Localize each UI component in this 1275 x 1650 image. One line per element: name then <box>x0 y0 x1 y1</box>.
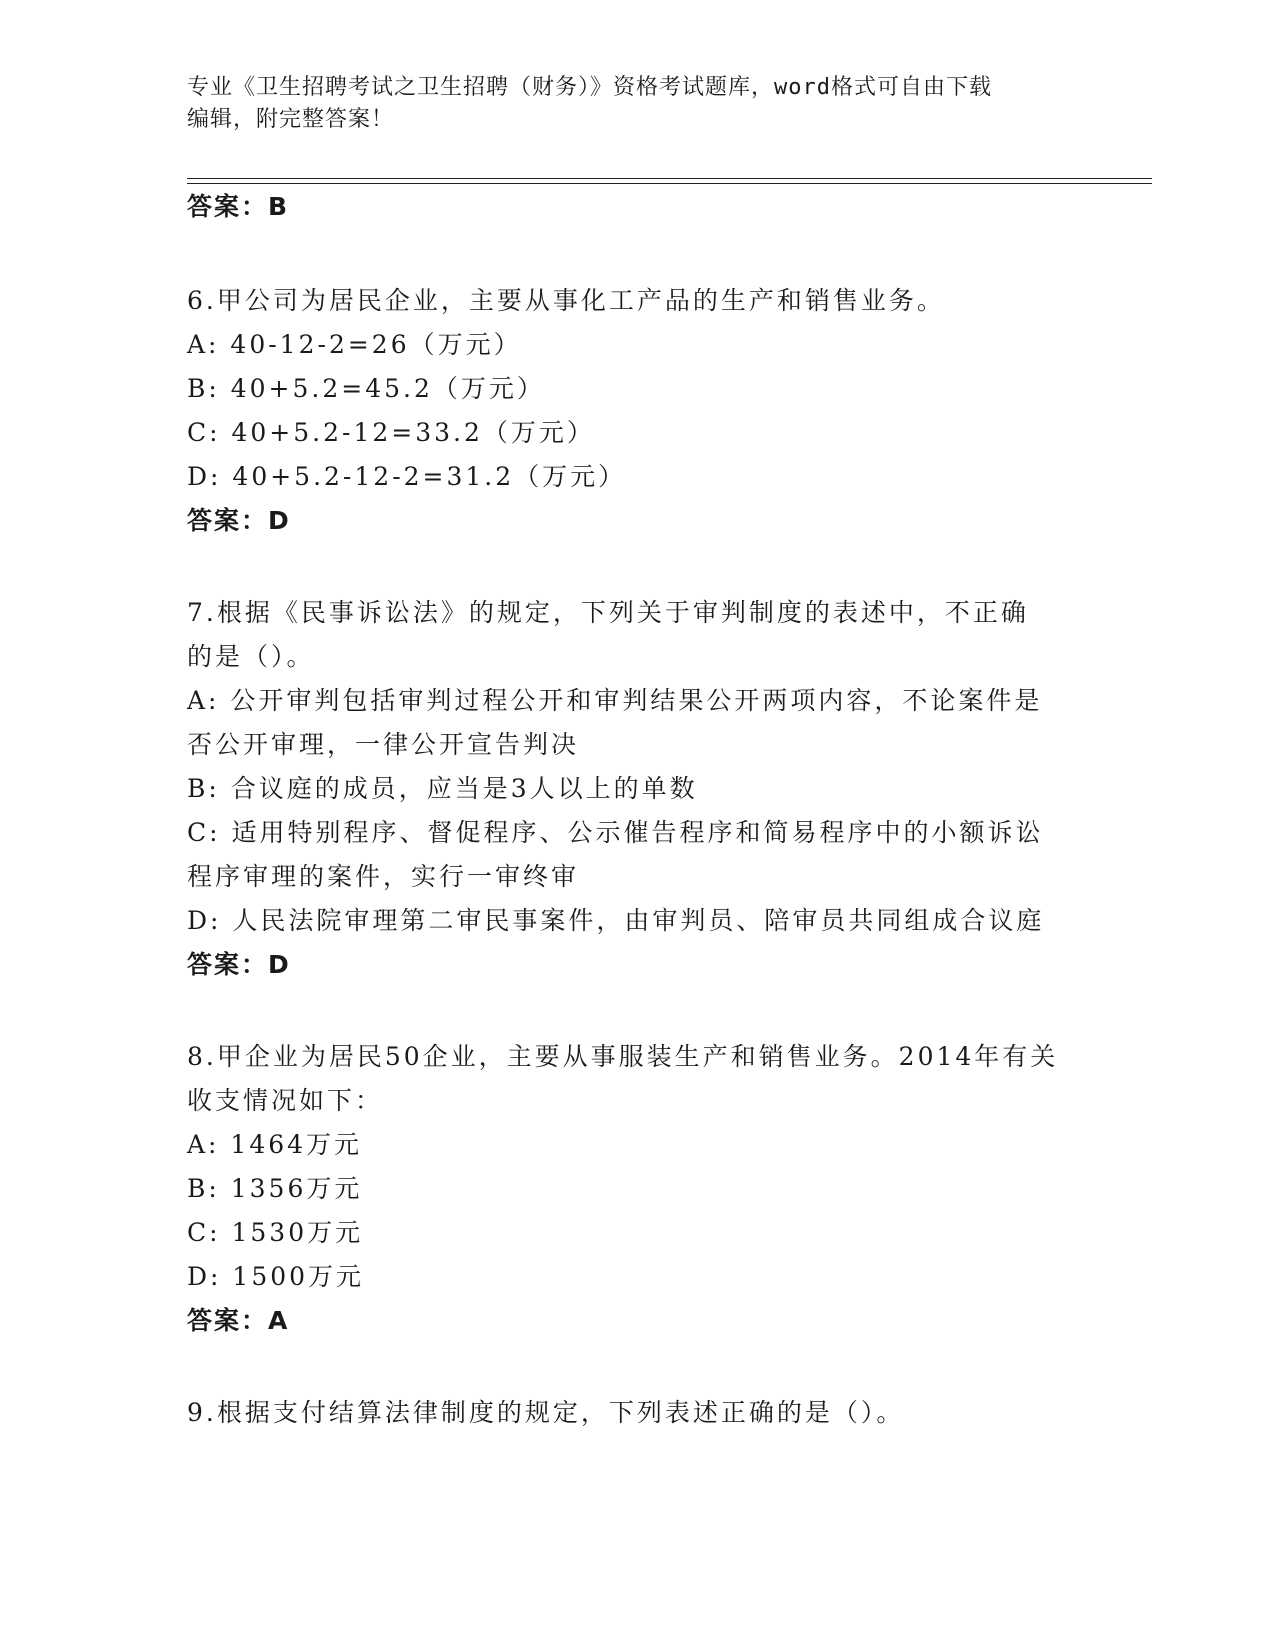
question-7-option-d: D: 人民法院审理第二审民事案件，由审判员、陪审员共同组成合议庭 <box>187 906 1045 935</box>
question-8-option-b: B: 1356万元 <box>187 1174 363 1203</box>
question-6-option-c: C: 40+5.2-12=33.2（万元） <box>187 418 595 447</box>
question-7-option-b: B: 合议庭的成员，应当是3人以上的单数 <box>187 774 698 803</box>
question-7-answer: 答案：D <box>187 950 291 979</box>
header-line-2: 编辑，附完整答案！ <box>187 107 395 132</box>
header-line-1: 专业《卫生招聘考试之卫生招聘（财务）》资格考试题库，word格式可自由下载 <box>187 75 992 100</box>
question-8-option-d: D: 1500万元 <box>187 1262 365 1291</box>
question-7-option-a-line-2: 否公开审理，一律公开宣告判决 <box>187 730 580 759</box>
question-7-option-c-line-2: 程序审理的案件，实行一审终审 <box>187 862 580 891</box>
question-6-stem-line-1: 6.甲公司为居民企业，主要从事化工产品的生产和销售业务。 <box>187 286 945 315</box>
question-8-option-c: C: 1530万元 <box>187 1218 364 1247</box>
question-7-stem-line-2: 的是（）。 <box>187 642 315 671</box>
question-9-stem-line-1: 9.根据支付结算法律制度的规定，下列表述正确的是（）。 <box>187 1398 905 1427</box>
question-6-answer: 答案：D <box>187 506 291 535</box>
question-8-option-a: A: 1464万元 <box>187 1130 363 1159</box>
question-6-option-d: D: 40+5.2-12-2=31.2（万元） <box>187 462 627 491</box>
question-8-answer: 答案：A <box>187 1306 290 1335</box>
header-rule-bottom <box>187 183 1152 184</box>
question-7-option-c-line-1: C: 适用特别程序、督促程序、公示催告程序和简易程序中的小额诉讼 <box>187 818 1044 847</box>
question-8-stem-line-1: 8.甲企业为居民50企业，主要从事服装生产和销售业务。2014年有关 <box>187 1042 1059 1071</box>
question-7-stem-line-1: 7.根据《民事诉讼法》的规定，下列关于审判制度的表述中，不正确 <box>187 598 1029 627</box>
header-rule-top <box>187 178 1152 179</box>
question-6-option-b: B: 40+5.2=45.2（万元） <box>187 374 545 403</box>
document-header <box>187 72 1087 136</box>
question-7-option-a-line-1: A: 公开审判包括审判过程公开和审判结果公开两项内容，不论案件是 <box>187 686 1043 715</box>
prev-answer: 答案：B <box>187 192 290 221</box>
question-6-option-a: A: 40-12-2=26（万元） <box>187 330 522 359</box>
question-8-stem-line-2: 收支情况如下： <box>187 1086 384 1115</box>
